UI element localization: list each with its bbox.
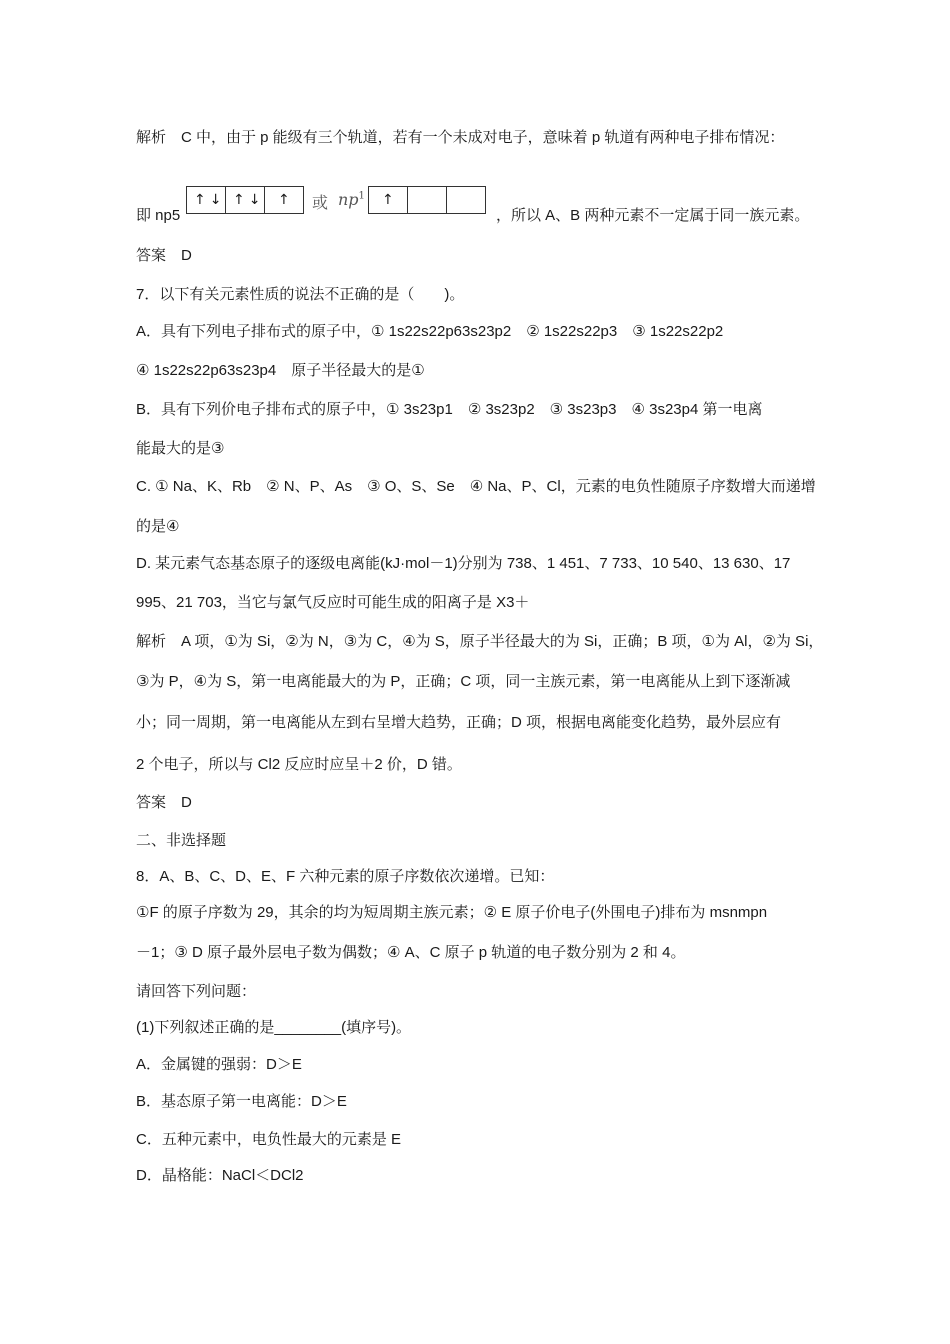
text-line: D. 某元素气态基态原子的逐级电离能(kJ·mol－1)分别为 738、1 451、7 733、10 540、13 630、17 — [136, 555, 791, 572]
orbital-suffix: ，所以 A、B 两种元素不一定属于同一族元素。 — [496, 207, 810, 224]
text-line: B．具有下列价电子排布式的原子中，① 3s23p1 ② 3s23p2 ③ 3s23p3 ④ 3s23p4 第一电离 — [136, 401, 763, 418]
electron-arrow: ↑ — [278, 192, 294, 208]
orbital-box — [226, 187, 265, 213]
text-line: ④ 1s22s22p63s23p4 原子半径最大的是① — [136, 362, 425, 379]
orbital-prefix: 即 np5 — [136, 207, 181, 224]
text-line: ①F 的原子序数为 29，其余的均为短周期主族元素；② E 原子价电子(外围电子)排布为 msnmpn — [136, 904, 768, 921]
text-line: 二、非选择题 — [136, 832, 227, 849]
orbital-box — [447, 187, 485, 213]
np5-orbital-boxes — [186, 186, 304, 214]
text-line: 2 个电子，所以与 Cl2 反应时应呈＋2 价，D 错。 — [136, 756, 462, 773]
text-line: A．金属键的强弱：D＞E — [136, 1056, 302, 1073]
np1-base: np — [338, 190, 359, 209]
text-line: 8．A、B、C、D、E、F 六种元素的原子序数依次递增。已知： — [136, 868, 555, 885]
electron-arrow: ↑↓ — [233, 192, 265, 208]
text-line: 请回答下列问题： — [136, 983, 257, 1000]
text-line: 答案 D — [136, 794, 192, 811]
text-line: 小；同一周期，第一电离能从左到右呈增大趋势，正确；D 项，根据电离能变化趋势，最外层应有 — [136, 714, 782, 731]
text-line: D．晶格能：NaCl＜DCl2 — [136, 1167, 304, 1184]
text-line: C. ① Na、K、Rb ② N、P、As ③ O、S、Se ④ Na、P、Cl，元素的电负性随原子序数增大而递增 — [136, 478, 816, 495]
text-line: B．基态原子第一电离能：D＞E — [136, 1093, 347, 1110]
np1-orbital-boxes — [368, 186, 486, 214]
or-text: 或 — [312, 193, 329, 212]
text-line: 解析 C 中，由于 p 能级有三个轨道，若有一个未成对电子，意味着 p 轨道有两种电子排布情况： — [136, 129, 785, 146]
orbital-box — [408, 187, 447, 213]
orbital-box — [187, 187, 226, 213]
text-line: －1；③ D 原子最外层电子数为偶数；④ A、C 原子 p 轨道的电子数分别为 2 和 4。 — [136, 944, 686, 961]
text-line: A．具有下列电子排布式的原子中，① 1s22s22p63s23p2 ② 1s22s22p3 ③ 1s22s22p2 — [136, 323, 724, 340]
electron-arrow: ↑↓ — [194, 192, 226, 208]
text-line: 解析 A 项，①为 Si，②为 N，③为 C，④为 S，原子半径最大的为 Si，正确；B 项，①为 Al，②为 Si， — [136, 633, 824, 650]
text-line: ③为 P，④为 S，第一电离能最大的为 P，正确；C 项，同一主族元素，第一电离能从上到下逐渐减 — [136, 673, 791, 690]
text-line: 的是④ — [136, 518, 180, 535]
orbital-box — [265, 187, 303, 213]
text-line: 995、21 703，当它与氯气反应时可能生成的阳离子是 X3＋ — [136, 594, 530, 611]
electron-arrow: ↑ — [382, 192, 398, 208]
np1-label — [338, 190, 365, 209]
text-line: 能最大的是③ — [136, 440, 225, 457]
orbital-box — [369, 187, 408, 213]
text-line: C．五种元素中，电负性最大的元素是 E — [136, 1131, 402, 1148]
text-line: 答案 D — [136, 247, 192, 264]
orbital-diagram-line — [136, 186, 836, 226]
text-line: 7．以下有关元素性质的说法不正确的是（ )。 — [136, 286, 465, 303]
text-line: (1)下列叙述正确的是________(填序号)。 — [136, 1019, 412, 1036]
np1-sup: 1 — [358, 190, 365, 202]
